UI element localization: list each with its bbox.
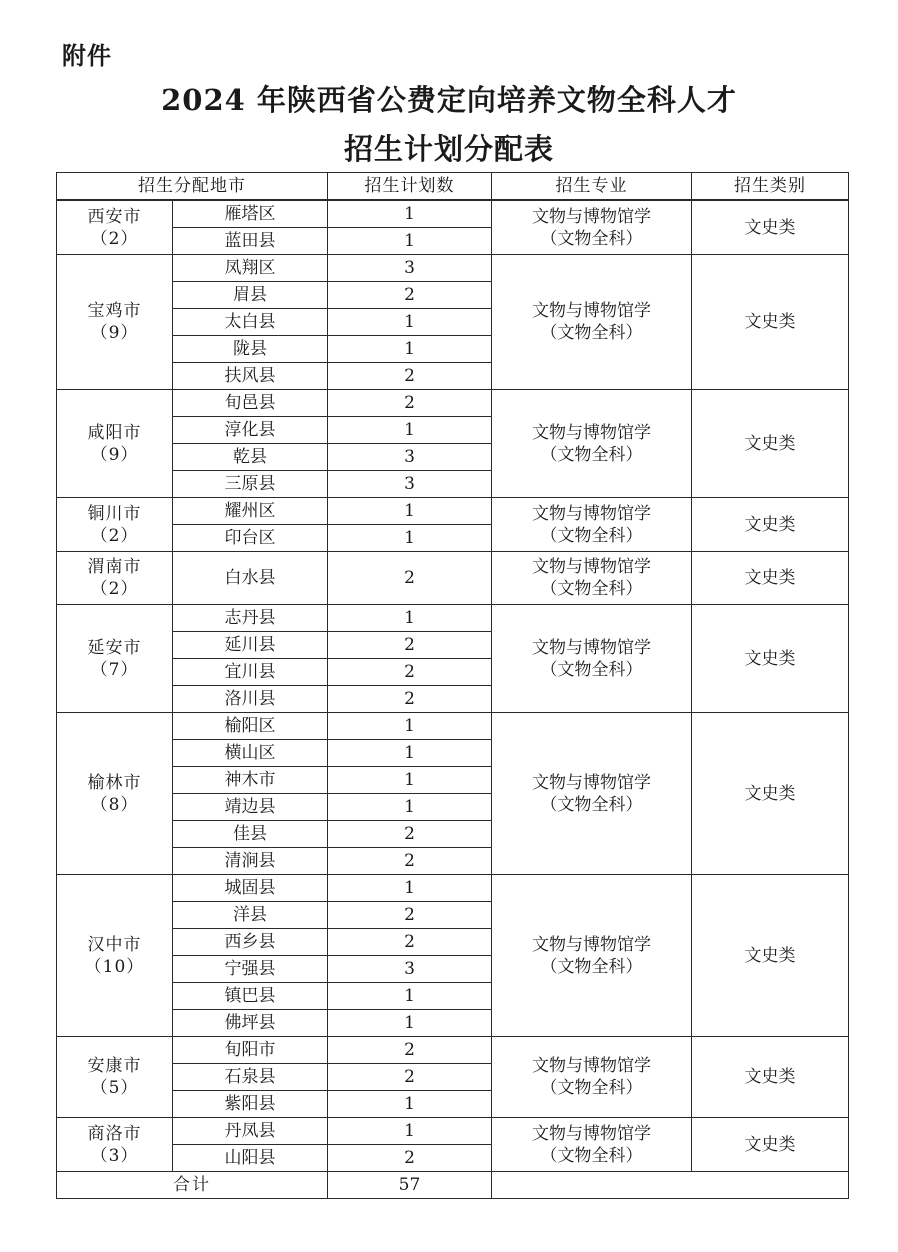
city-name: 商洛市 bbox=[87, 1123, 142, 1144]
district-name: 榆阳区 bbox=[173, 713, 328, 740]
plan-count: 1 bbox=[328, 1118, 492, 1145]
major-name: 文物与博物馆学 bbox=[532, 503, 651, 524]
plan-count: 3 bbox=[328, 471, 492, 498]
district-name: 耀州区 bbox=[173, 498, 328, 525]
district-name: 凤翔区 bbox=[173, 255, 328, 282]
plan-count: 1 bbox=[328, 767, 492, 794]
plan-count: 1 bbox=[328, 525, 492, 552]
district-name: 志丹县 bbox=[173, 605, 328, 632]
plan-count: 1 bbox=[328, 228, 492, 255]
plan-count: 2 bbox=[328, 902, 492, 929]
city-cell bbox=[57, 713, 173, 875]
total-value: 57 bbox=[328, 1172, 492, 1199]
category-cell: 文史类 bbox=[692, 200, 849, 255]
district-name: 印台区 bbox=[173, 525, 328, 552]
major-cell bbox=[492, 713, 692, 875]
total-label: 合计 bbox=[57, 1172, 328, 1199]
city-count: （2） bbox=[90, 525, 139, 546]
major-name: 文物与博物馆学 bbox=[532, 557, 651, 577]
city-count: （2） bbox=[90, 228, 139, 249]
category-cell: 文史类 bbox=[692, 875, 849, 1037]
district-name: 紫阳县 bbox=[173, 1091, 328, 1118]
category-cell: 文史类 bbox=[692, 605, 849, 713]
district-name: 延川县 bbox=[173, 632, 328, 659]
table-header-row bbox=[57, 173, 849, 201]
plan-count: 1 bbox=[328, 1091, 492, 1118]
district-name: 旬阳市 bbox=[173, 1037, 328, 1064]
plan-count: 2 bbox=[328, 363, 492, 390]
plan-count: 3 bbox=[328, 255, 492, 282]
table-row bbox=[57, 255, 849, 282]
district-name: 洛川县 bbox=[173, 686, 328, 713]
city-count: （9） bbox=[90, 323, 139, 343]
district-name: 宁强县 bbox=[173, 956, 328, 983]
major-subtitle: （文物全科） bbox=[540, 794, 643, 815]
enrollment-plan-table bbox=[56, 172, 849, 1199]
plan-count: 2 bbox=[328, 686, 492, 713]
plan-count: 1 bbox=[328, 336, 492, 363]
major-cell bbox=[492, 200, 692, 255]
district-name: 洋县 bbox=[173, 902, 328, 929]
plan-count: 1 bbox=[328, 417, 492, 444]
major-cell bbox=[492, 605, 692, 713]
district-name: 横山区 bbox=[173, 740, 328, 767]
district-name: 清涧县 bbox=[173, 848, 328, 875]
district-name: 乾县 bbox=[173, 444, 328, 471]
city-name: 咸阳市 bbox=[87, 422, 142, 443]
category-cell: 文史类 bbox=[692, 713, 849, 875]
city-count: （5） bbox=[90, 1078, 139, 1098]
category-cell: 文史类 bbox=[692, 1118, 849, 1172]
plan-count: 2 bbox=[328, 1037, 492, 1064]
total-blank bbox=[492, 1172, 849, 1199]
major-name: 文物与博物馆学 bbox=[532, 772, 651, 793]
city-cell bbox=[57, 552, 173, 605]
district-name: 城固县 bbox=[173, 875, 328, 902]
district-name: 白水县 bbox=[173, 552, 328, 605]
major-cell bbox=[492, 552, 692, 605]
district-name: 佳县 bbox=[173, 821, 328, 848]
city-name: 西安市 bbox=[87, 206, 142, 227]
city-cell bbox=[57, 605, 173, 713]
plan-count: 1 bbox=[328, 794, 492, 821]
plan-count: 1 bbox=[328, 498, 492, 525]
district-name: 淳化县 bbox=[173, 417, 328, 444]
city-cell bbox=[57, 255, 173, 390]
district-name: 山阳县 bbox=[173, 1145, 328, 1172]
major-name: 文物与博物馆学 bbox=[532, 301, 651, 321]
city-count: （3） bbox=[90, 1145, 139, 1166]
district-name: 三原县 bbox=[173, 471, 328, 498]
plan-count: 2 bbox=[328, 929, 492, 956]
district-name: 丹凤县 bbox=[173, 1118, 328, 1145]
city-count: （7） bbox=[90, 659, 139, 680]
plan-count: 2 bbox=[328, 821, 492, 848]
district-name: 神木市 bbox=[173, 767, 328, 794]
header-plan: 招生计划数 bbox=[328, 173, 492, 201]
major-subtitle: （文物全科） bbox=[540, 1078, 643, 1098]
city-count: （8） bbox=[90, 794, 139, 815]
city-name: 安康市 bbox=[87, 1056, 142, 1076]
table-row bbox=[57, 713, 849, 740]
table-row bbox=[57, 200, 849, 228]
plan-count: 1 bbox=[328, 740, 492, 767]
table-row bbox=[57, 875, 849, 902]
plan-count: 1 bbox=[328, 875, 492, 902]
plan-count: 3 bbox=[328, 444, 492, 471]
plan-count: 2 bbox=[328, 659, 492, 686]
plan-count: 2 bbox=[328, 1064, 492, 1091]
city-name: 榆林市 bbox=[87, 772, 142, 793]
table-row bbox=[57, 498, 849, 525]
total-row bbox=[57, 1172, 849, 1199]
major-subtitle: （文物全科） bbox=[540, 228, 643, 249]
district-name: 蓝田县 bbox=[173, 228, 328, 255]
district-name: 太白县 bbox=[173, 309, 328, 336]
city-cell bbox=[57, 390, 173, 498]
city-name: 渭南市 bbox=[87, 557, 142, 577]
district-name: 扶风县 bbox=[173, 363, 328, 390]
major-name: 文物与博物馆学 bbox=[532, 637, 651, 658]
plan-count: 2 bbox=[328, 552, 492, 605]
city-cell bbox=[57, 1118, 173, 1172]
table-row bbox=[57, 1037, 849, 1064]
major-name: 文物与博物馆学 bbox=[532, 422, 651, 443]
attachment-label: 附件 bbox=[62, 42, 112, 70]
major-cell bbox=[492, 390, 692, 498]
table-row bbox=[57, 552, 849, 605]
city-count: （9） bbox=[90, 444, 139, 465]
plan-count: 1 bbox=[328, 1010, 492, 1037]
major-subtitle: （文物全科） bbox=[540, 659, 643, 680]
major-name: 文物与博物馆学 bbox=[532, 1056, 651, 1076]
city-name: 宝鸡市 bbox=[87, 301, 142, 321]
table-row bbox=[57, 1118, 849, 1145]
document-title-line1: 2024 年陕西省公费定向培养文物全科人才 bbox=[161, 83, 737, 117]
district-name: 镇巴县 bbox=[173, 983, 328, 1010]
major-cell bbox=[492, 255, 692, 390]
major-subtitle: （文物全科） bbox=[540, 1145, 643, 1166]
table-row bbox=[57, 390, 849, 417]
category-cell: 文史类 bbox=[692, 390, 849, 498]
district-name: 石泉县 bbox=[173, 1064, 328, 1091]
major-subtitle: （文物全科） bbox=[540, 525, 643, 546]
city-cell bbox=[57, 875, 173, 1037]
table-row bbox=[57, 605, 849, 632]
major-name: 文物与博物馆学 bbox=[532, 1123, 651, 1144]
district-name: 佛坪县 bbox=[173, 1010, 328, 1037]
category-cell: 文史类 bbox=[692, 498, 849, 552]
district-name: 西乡县 bbox=[173, 929, 328, 956]
district-name: 眉县 bbox=[173, 282, 328, 309]
city-count: （10） bbox=[84, 956, 145, 977]
plan-count: 1 bbox=[328, 713, 492, 740]
plan-count: 2 bbox=[328, 1145, 492, 1172]
district-name: 靖边县 bbox=[173, 794, 328, 821]
city-name: 汉中市 bbox=[87, 934, 142, 955]
plan-count: 3 bbox=[328, 956, 492, 983]
district-name: 陇县 bbox=[173, 336, 328, 363]
table-body bbox=[57, 200, 849, 1172]
major-cell bbox=[492, 1118, 692, 1172]
plan-count: 1 bbox=[328, 309, 492, 336]
plan-count: 1 bbox=[328, 200, 492, 228]
major-name: 文物与博物馆学 bbox=[532, 206, 651, 227]
city-count: （2） bbox=[90, 579, 139, 599]
major-subtitle: （文物全科） bbox=[540, 323, 643, 343]
plan-count: 2 bbox=[328, 632, 492, 659]
header-major: 招生专业 bbox=[492, 173, 692, 201]
document-title-line2: 招生计划分配表 bbox=[343, 132, 554, 166]
major-cell bbox=[492, 875, 692, 1037]
city-name: 延安市 bbox=[87, 637, 142, 658]
category-cell: 文史类 bbox=[692, 552, 849, 605]
plan-count: 1 bbox=[328, 983, 492, 1010]
city-cell bbox=[57, 200, 173, 255]
major-cell bbox=[492, 1037, 692, 1118]
major-subtitle: （文物全科） bbox=[540, 956, 643, 977]
city-cell bbox=[57, 498, 173, 552]
category-cell: 文史类 bbox=[692, 1037, 849, 1118]
district-name: 旬邑县 bbox=[173, 390, 328, 417]
header-category: 招生类别 bbox=[692, 173, 849, 201]
plan-count: 1 bbox=[328, 605, 492, 632]
district-name: 宜川县 bbox=[173, 659, 328, 686]
plan-count: 2 bbox=[328, 282, 492, 309]
major-name: 文物与博物馆学 bbox=[532, 934, 651, 955]
city-name: 铜川市 bbox=[87, 503, 142, 524]
district-name: 雁塔区 bbox=[173, 200, 328, 228]
major-subtitle: （文物全科） bbox=[540, 579, 643, 599]
major-cell bbox=[492, 498, 692, 552]
major-subtitle: （文物全科） bbox=[540, 444, 643, 465]
city-cell bbox=[57, 1037, 173, 1118]
category-cell: 文史类 bbox=[692, 255, 849, 390]
plan-count: 2 bbox=[328, 848, 492, 875]
header-region: 招生分配地市 bbox=[57, 173, 328, 201]
plan-count: 2 bbox=[328, 390, 492, 417]
